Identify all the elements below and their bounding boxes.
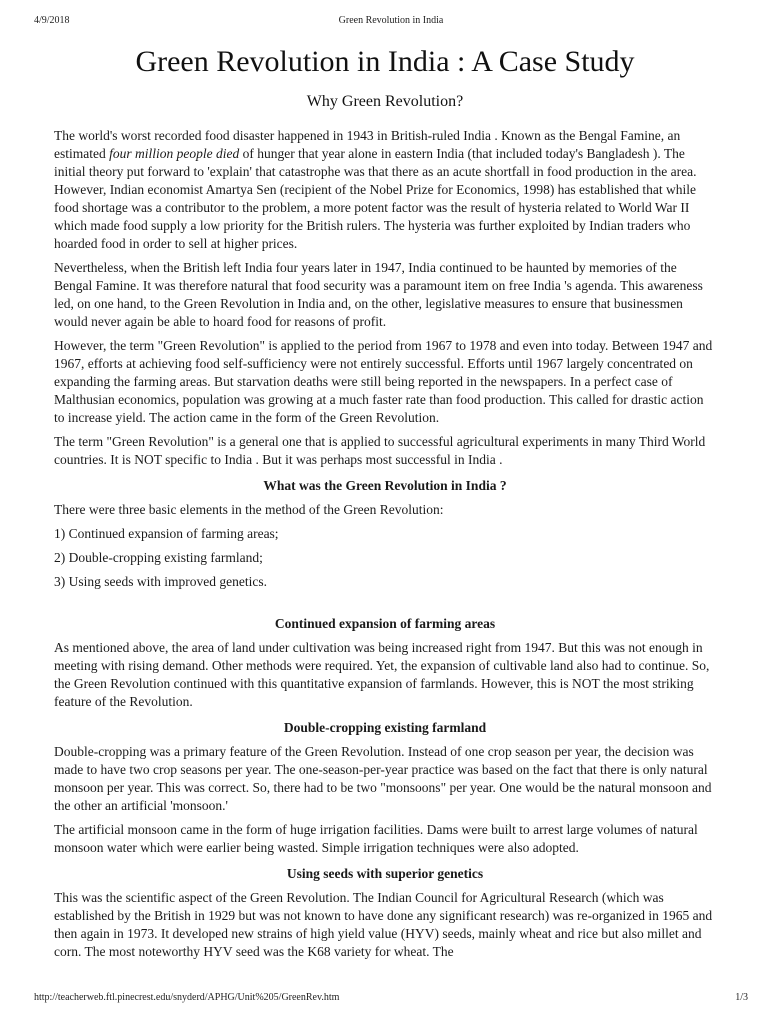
intro-paragraph-1-start: The world's worst recorded food disaster happened in 1943 in British-ruled India . Known as the Bengal Famine, an estimated bbox=[54, 128, 681, 161]
section-heading-seeds: Using seeds with superior genetics bbox=[286, 866, 484, 881]
list-item: 2) Double-cropping existing farmland; bbox=[54, 550, 263, 565]
intro-paragraph-4: The term "Green Revolution" is a general one that is applied to successful agricultural experiments in many Third World countries. It is NOT specific to India . But it was perhaps most successful in India . bbox=[54, 434, 706, 467]
document-title: Green Revolution in India : A Case Study bbox=[135, 45, 635, 78]
section-heading-expansion: Continued expansion of farming areas bbox=[274, 616, 496, 631]
document-subtitle: Why Green Revolution? bbox=[306, 93, 464, 110]
source-url: http://teacherweb.ftl.pinecrest.edu/snyderd/APHG/Unit%205/GreenRev.htm bbox=[34, 992, 340, 1003]
what-lead-paragraph: There were three basic elements in the method of the Green Revolution: bbox=[54, 502, 444, 517]
page-number: 1/3 bbox=[735, 992, 748, 1003]
seeds-paragraph: This was the scientific aspect of the Green Revolution. The Indian Council for Agricultural Research (which was established by the British in 1929 but was not known to have done any significant research) was re-organized in 1965 and then again in 1973. It developed new strains of high yield value (HYV) seeds, mainly wheat and rice but also millet and corn. The most noteworthy HYV seed was the K68 variety for wheat. The bbox=[54, 890, 713, 959]
document-page bbox=[54, 42, 716, 967]
list-item: 1) Continued expansion of farming areas; bbox=[54, 526, 279, 541]
double-cropping-paragraph-1: Double-cropping was a primary feature of the Green Revolution. Instead of one crop season per year, the decision was made to have two crop seasons per year. The one-season-per-year practice was based on the fact that there is only natural monsoon per year. This was correct. So, there had to be two "monsoons" per year. One would be the natural monsoon and the other an artificial 'monsoon.' bbox=[54, 744, 712, 813]
section-heading-what: What was the Green Revolution in India ? bbox=[263, 478, 507, 493]
list-item: 3) Using seeds with improved genetics. bbox=[54, 574, 267, 589]
intro-paragraph-1 bbox=[54, 127, 716, 253]
double-cropping-paragraph-2: The artificial monsoon came in the form of huge irrigation facilities. Dams were built to arrest large volumes of natural monsoon water which were earlier being wasted. Simple irrigation techniques were also adopted. bbox=[54, 822, 698, 855]
print-page-title: Green Revolution in India bbox=[338, 15, 444, 26]
elements-list bbox=[54, 525, 716, 591]
intro-paragraph-3: However, the term "Green Revolution" is applied to the period from 1967 to 1978 and even into today. Between 1947 and 1967, efforts at achieving food self-sufficiency were not entirely successful. Efforts until 1967 largely concentrated on expanding the farming areas. But starvation deaths were still being reported in the newspapers. In a perfect case of Malthusian economics, population was growing at a much faster rate than food production. This called for drastic action to increase yield. The action came in the form of the Green Revolution. bbox=[54, 338, 713, 425]
print-date: 4/9/2018 bbox=[34, 15, 70, 26]
intro-paragraph-1-emphasis: four million people died bbox=[109, 146, 240, 161]
section-heading-double-cropping: Double-cropping existing farmland bbox=[283, 720, 487, 735]
intro-paragraph-1-end: of hunger that year alone in eastern India (that included today's Bangladesh ). The initial theory put forward to 'explain' that catastrophe was that there as an acute shortfall in food production in the area. However, Indian economist Amartya Sen (recipient of the Nobel Prize for Economics, 1998) has established that while food shortage was a contributor to the problem, a more potent factor was the result of hysteria related to World War II which made food supply a low priority for the British rulers. The hysteria was further exploited by Indian traders who hoarded food in order to sell at higher prices. bbox=[54, 146, 697, 251]
expansion-paragraph: As mentioned above, the area of land under cultivation was being increased right from 1947. But this was not enough in meeting with rising demand. Other methods were required. Yet, the expansion of cultivable land also had to continue. So, the Green Revolution continued with this quantitative expansion of farmlands. However, this is NOT the most striking feature of the Revolution. bbox=[54, 640, 710, 709]
intro-paragraph-2: Nevertheless, when the British left India four years later in 1947, India continued to be haunted by memories of the Bengal Famine. It was therefore natural that food security was a paramount item on free India 's agenda. This awareness led, on one hand, to the Green Revolution in India and, on the other, legislative measures to ensure that businessmen would never again be able to hoard food for reasons of profit. bbox=[54, 260, 703, 329]
